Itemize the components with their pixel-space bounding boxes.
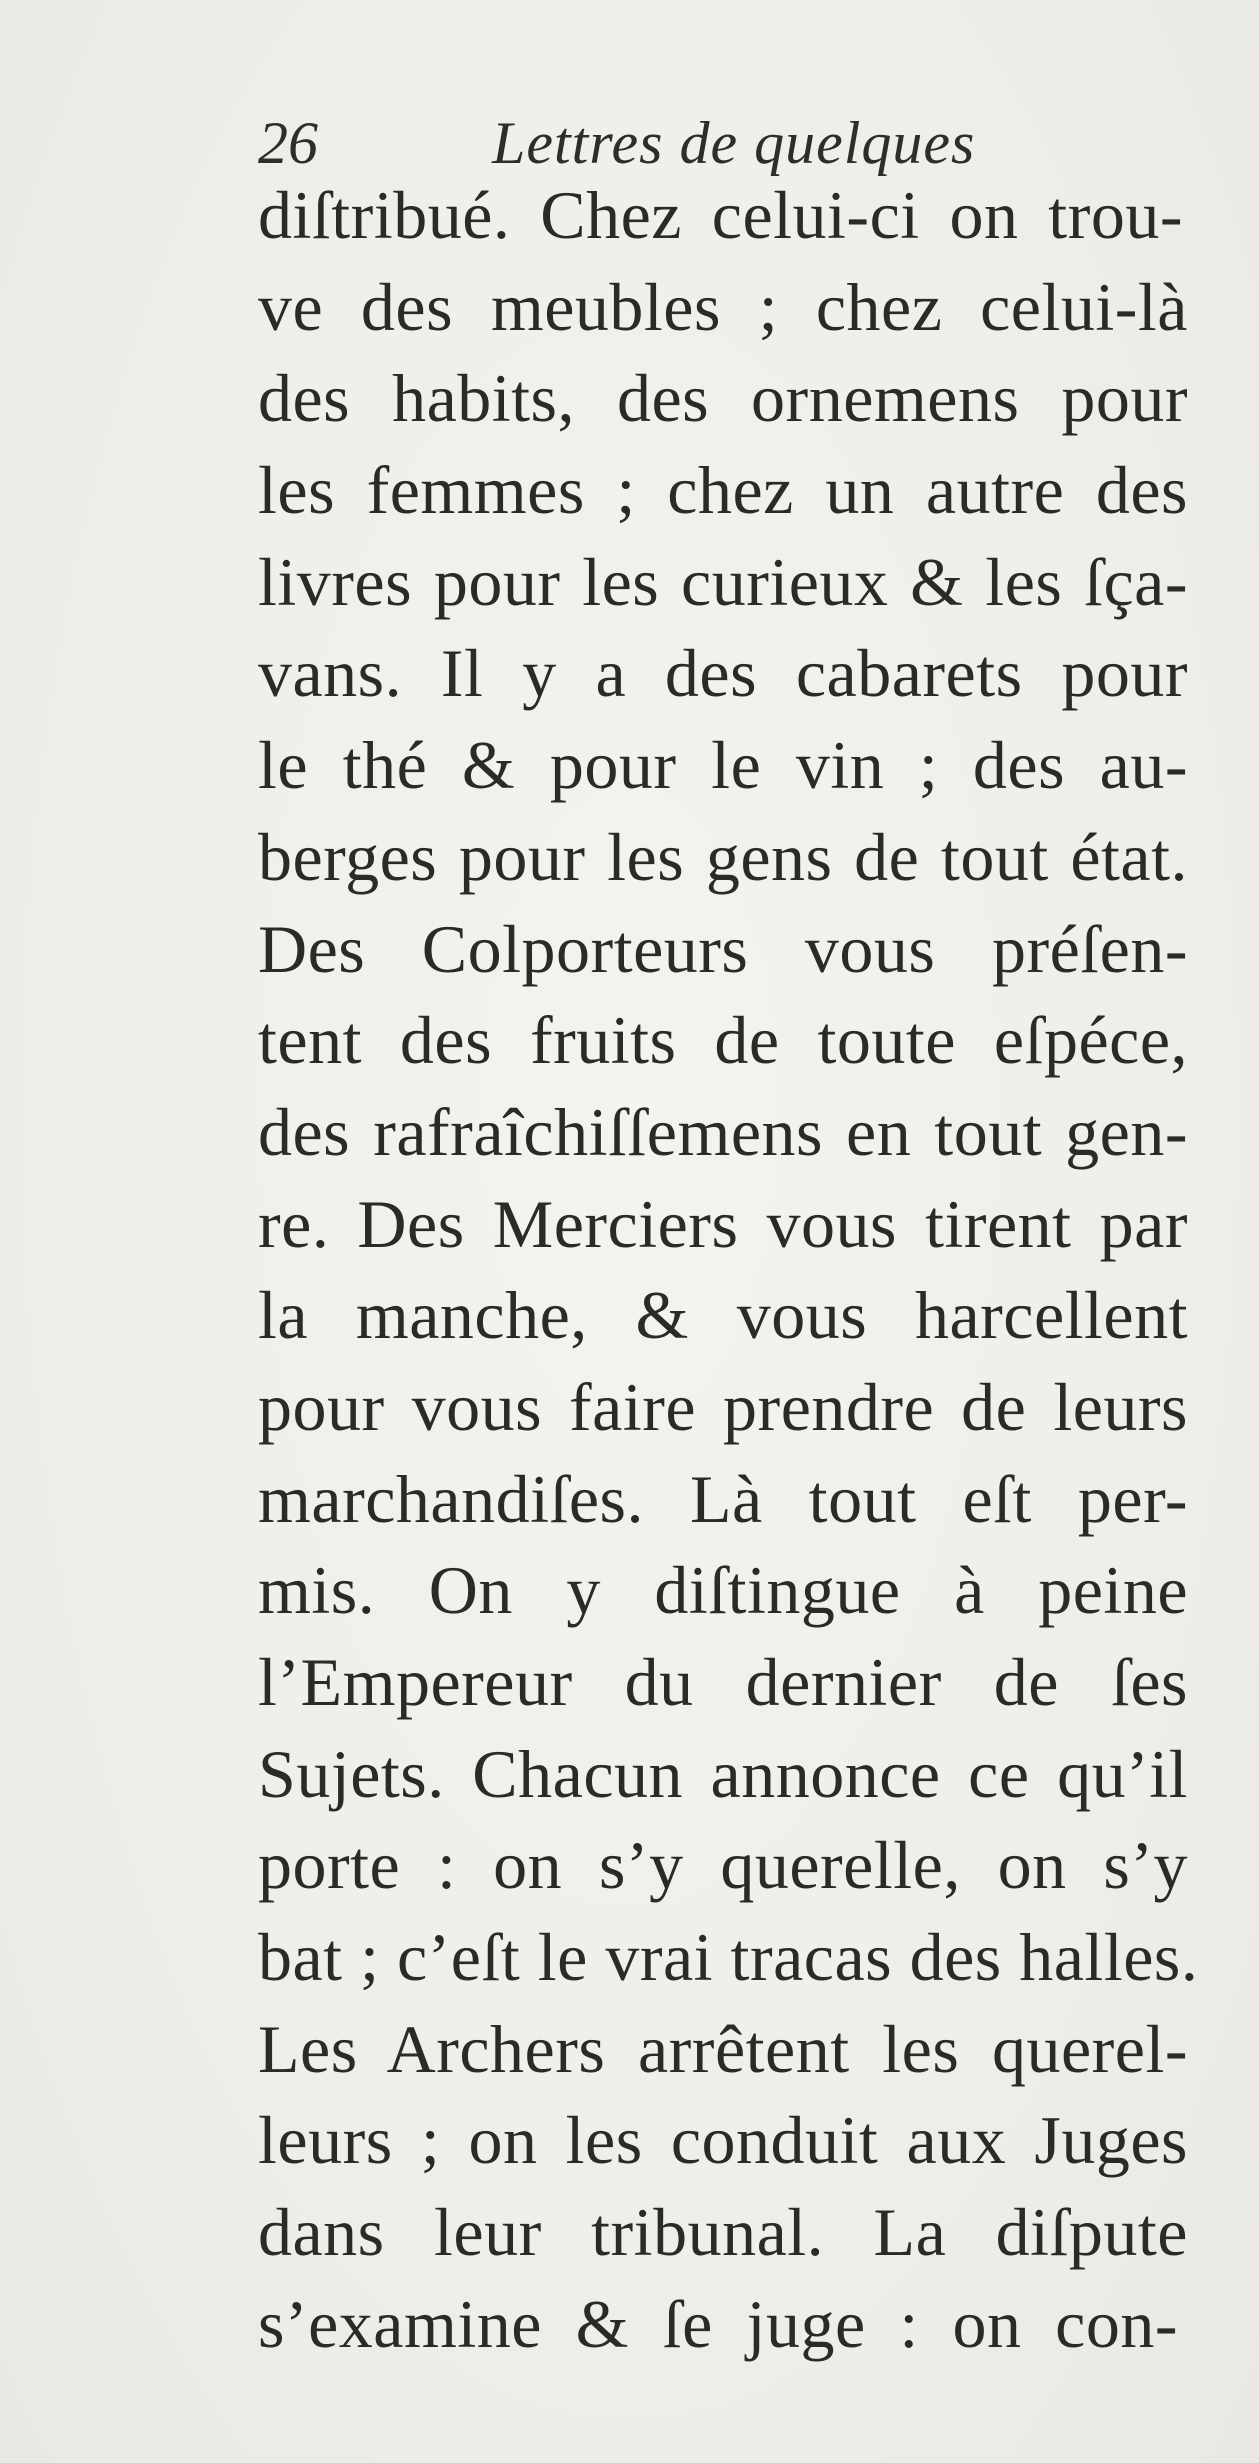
text-line: bat ; c’eſt le vrai tracas des halles. — [258, 1919, 1199, 1996]
text-line: s’examine & ſe juge : on con- — [258, 2285, 1178, 2362]
text-line: Sujets. Chacun annonce ce qu’il — [258, 1735, 1188, 1812]
text-line: mis. On y diſtingue à peine — [258, 1552, 1188, 1629]
text-line: le thé & pour le vin ; des au- — [258, 727, 1188, 804]
text-line: berges pour les gens de tout état. — [258, 818, 1188, 895]
text-line: re. Des Merciers vous tirent par — [258, 1185, 1188, 1262]
text-line: vans. Il y a des cabarets pour — [258, 635, 1188, 712]
text-line: marchandiſes. Là tout eſt per- — [258, 1460, 1188, 1537]
text-line: la manche, & vous harcellent — [258, 1277, 1188, 1354]
body-text — [258, 170, 1199, 2371]
page-header — [258, 108, 1158, 178]
text-line: livres pour les curieux & les ſça- — [258, 543, 1188, 620]
text-line: diſtribué. Chez celui-ci on trou- — [258, 177, 1183, 253]
text-line: Les Archers arrêtent les querel- — [258, 2010, 1188, 2087]
text-line: l’Empereur du dernier de ſes — [258, 1644, 1188, 1720]
text-line: pour vous faire prendre de leurs — [258, 1368, 1188, 1445]
text-line: les femmes ; chez un autre des — [258, 452, 1188, 529]
text-line: des habits, des ornemens pour — [258, 360, 1188, 437]
text-line: leurs ; on les conduit aux Juges — [258, 2102, 1188, 2179]
text-line: ve des meubles ; chez celui-là — [258, 268, 1188, 345]
page-number: 26 — [258, 110, 318, 176]
text-line: Des Colporteurs vous préſen- — [258, 910, 1188, 987]
text-line: tent des fruits de toute eſpéce, — [258, 1002, 1188, 1079]
text-line: dans leur tribunal. La diſpute — [258, 2194, 1188, 2271]
text-line: porte : on s’y querelle, on s’y — [258, 1827, 1188, 1904]
text-line: des rafraîchiſſemens en tout gen- — [258, 1093, 1188, 1170]
running-title: Lettres de quelques — [492, 110, 976, 176]
